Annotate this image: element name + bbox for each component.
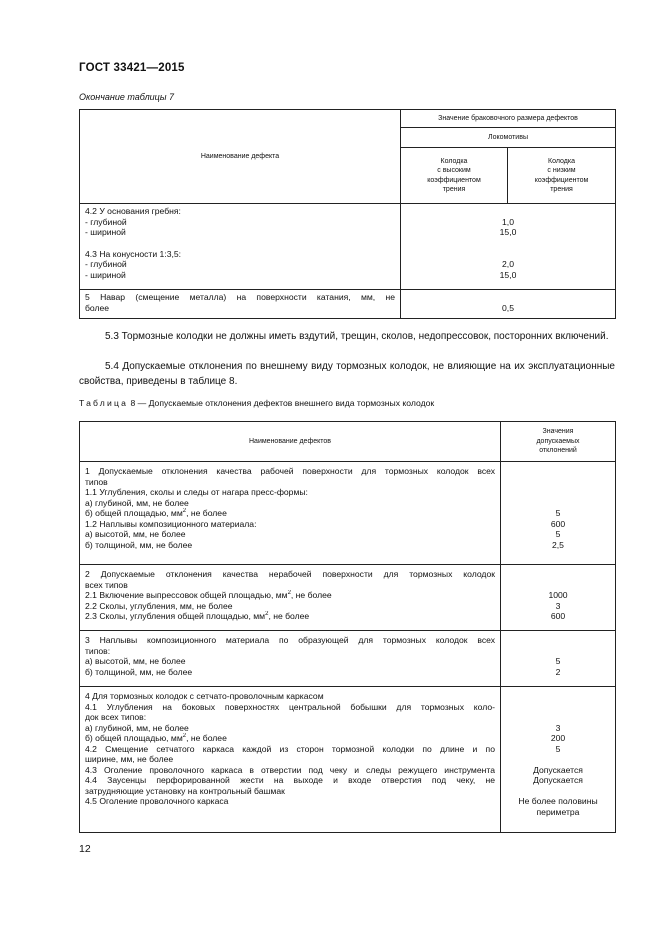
t7-value: 2,0 bbox=[502, 259, 514, 269]
t8-header-value: Значения допускаемых отклонений bbox=[501, 422, 616, 462]
t8-value: периметра bbox=[536, 806, 580, 817]
t7-header-high-friction: Колодка с высоким коэффициентом трения bbox=[401, 148, 508, 204]
table-7 bbox=[79, 109, 616, 319]
table-row: 4 Для тормозных колодок с сетчато-проволочным каркасом 4.1 Углубления на боковых поверхностях центральной бобышки для тормозных коло- док всех типов: а) глубиной, мм, не более б) общей площадью, $мм^2$, не более 4.2 Смещение сетчатого каркаса каждой из сторон тормозной колодки по длине и по ширине, мм, не более 4.3 Оголение проволочного каркаса в отверстии под чеку и следы режущего инструмента 4.4 Заусенцы перфорированной жести на выходе и входе отверстия под чеку, не затрудняющие установку на контрольный башмак 4.5 Оголение проволочного каркаса 3 200 5 Допускается Допускается Не более половины периметра bbox=[80, 687, 616, 833]
t8-header-name: Наименование дефектов bbox=[80, 422, 501, 462]
t8-value: 600 bbox=[550, 611, 566, 621]
table-row: 3 Наплывы композиционного материала по образующей для тормозных колодок всех типов: а) высотой, мм, не более б) толщиной, мм, не более 5 2 bbox=[80, 631, 616, 687]
table-row: 5 Навар (смещение металла) на поверхности катания, мм, не более 0,5 bbox=[80, 290, 616, 319]
table-row: 1 Допускаемые отклонения качества рабочей поверхности для тормозных колодок всех типов 1.1 Углубления, сколы и следы от нагара пресс-формы: а) глубиной, мм, не более б) общей площадью, $мм^2$, не более 1.2 Наплывы композиционного материала: а) высотой, мм, не более б) толщиной, мм, не более 5 600 5 2,5 bbox=[80, 462, 616, 565]
t8-value: 3 bbox=[555, 722, 561, 733]
t8-value: Допускается bbox=[533, 764, 583, 775]
table8-caption: Таблица 8 — Допускаемые отклонения дефектов внешнего вида тормозных колодок bbox=[79, 398, 435, 408]
t8-value: 3 bbox=[555, 600, 561, 611]
t7-value: 1,0 bbox=[502, 216, 514, 227]
paragraph-5-3: 5.3 Тормозные колодки не должны иметь вздутий, трещин, сколов, недопрессовок, посторонних включений. bbox=[105, 331, 609, 342]
paragraph-5-4: 5.4 Допускаемые отклонения по внешнему виду тормозных колодок, не влияющие на их эксплуатационные свойства, приведены в таблице 8. bbox=[79, 361, 615, 387]
t8-value: 5 bbox=[555, 743, 561, 754]
t8-value: 2 bbox=[555, 666, 561, 677]
t8-value: 5 bbox=[555, 656, 561, 666]
t7-value: 0,5 bbox=[502, 302, 514, 313]
t7-header-low-friction: Колодка с низким коэффициентом трения bbox=[508, 148, 616, 204]
t7-header-group: Локомотивы bbox=[401, 128, 616, 148]
t7-header-name: Наименование дефекта bbox=[80, 110, 401, 204]
t8-value: Не более половины bbox=[518, 796, 598, 806]
t8-value: 5 bbox=[555, 529, 561, 539]
t7-value: 15,0 bbox=[499, 227, 517, 237]
t8-value: Допускается bbox=[533, 775, 583, 785]
table-row: 4.2 У основания гребня: - глубиной - шириной 4.3 На конусности 1:3,5: - глубиной - шириной 1,0 15,0 2,0 15,0 bbox=[80, 204, 616, 290]
document-code: ГОСТ 33421—2015 bbox=[79, 62, 185, 74]
t8-value: 200 bbox=[550, 733, 566, 743]
t7-value: 15,0 bbox=[499, 269, 517, 280]
t8-value: 600 bbox=[550, 518, 566, 529]
t8-value: 2,5 bbox=[552, 539, 564, 550]
t8-value: 1000 bbox=[548, 590, 568, 600]
t7-header-value: Значение браковочного размера дефектов bbox=[401, 110, 616, 128]
table7-continuation-caption: Окончание таблицы 7 bbox=[79, 92, 174, 102]
table-8 bbox=[79, 421, 616, 833]
t8-value: 5 bbox=[555, 508, 561, 518]
table-row: 2 Допускаемые отклонения качества нерабочей поверхности для тормозных колодок всех типов 2.1 Включение выпрессовок общей площадью, $мм^2$, не более 2.2 Сколы, углубления, мм, не более 2.3 Сколы, углубления общей площадью, $мм^2$, не более 1000 3 600 bbox=[80, 565, 616, 631]
page-number: 12 bbox=[79, 843, 91, 855]
